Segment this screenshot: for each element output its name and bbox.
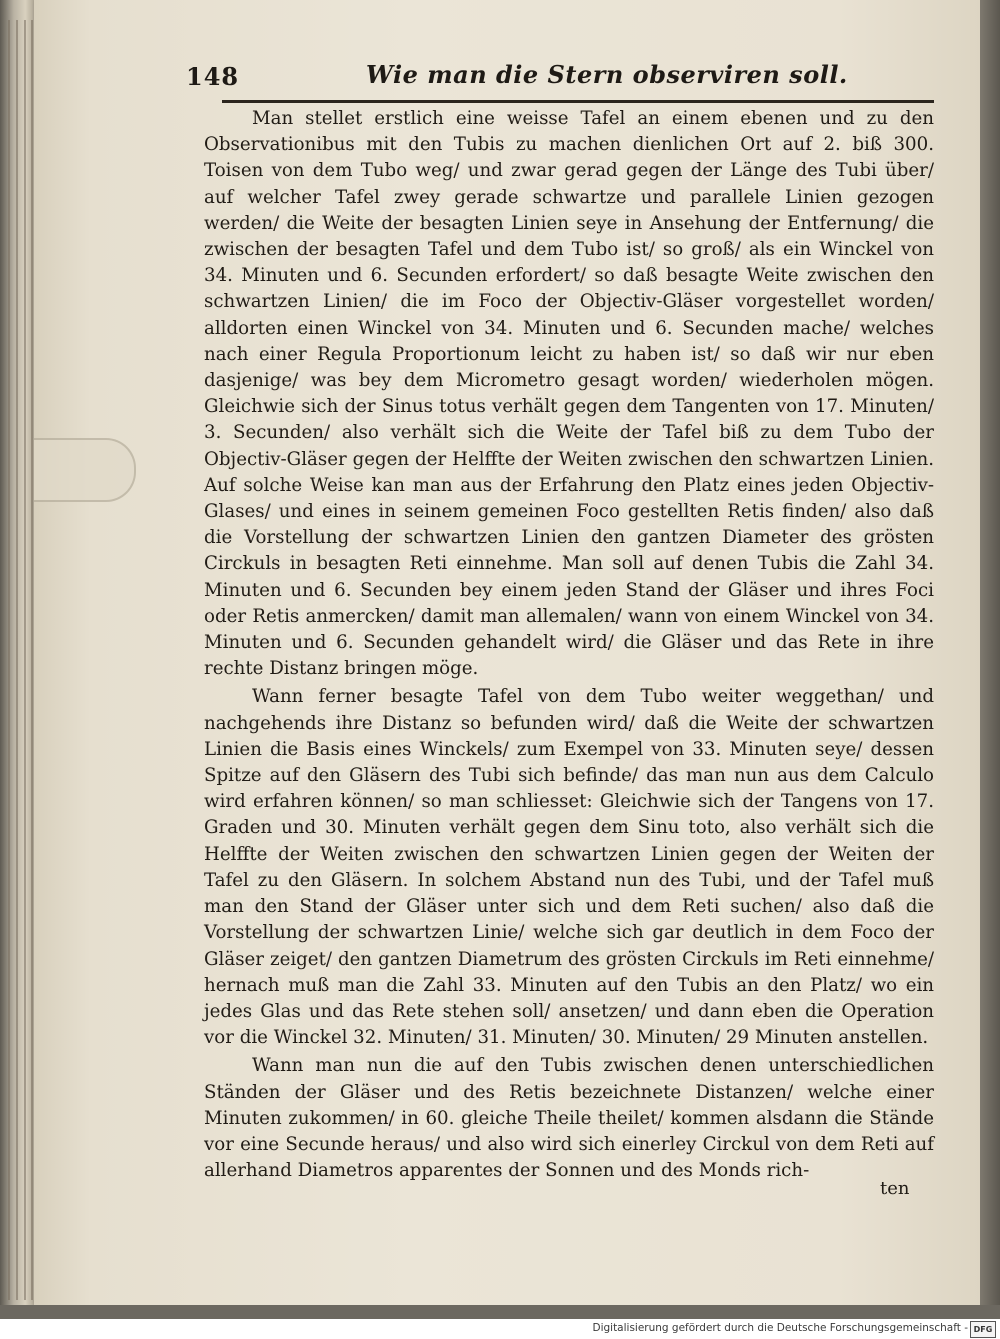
dfg-logo-icon: DFG bbox=[970, 1321, 996, 1338]
leaf-edge bbox=[31, 20, 33, 1300]
bottom-shadow-band bbox=[0, 1305, 1000, 1319]
leaf-edge bbox=[8, 20, 10, 1300]
leaf-edge bbox=[16, 20, 18, 1300]
page-body bbox=[204, 106, 934, 1184]
paragraph: Wann man nun die auf den Tubis zwischen denen unterschiedlichen Ständen der Gläser und des Retis bezeichnete Distanzen/ welche einer Minuten zukommen/ in 60. gleiche Theile theilet/ kommen alsdann die Stände vor eine Secunde heraus/ und also wird sich einerley Circkul von dem Reti auf allerhand Diametros apparentes der Sonnen und des Monds rich- bbox=[204, 1055, 934, 1182]
right-binding-edge bbox=[980, 0, 1000, 1305]
catchword: ten bbox=[880, 1178, 910, 1199]
paragraph: Man stellet erstlich eine weisse Tafel an einem ebenen und zu den Observationibus mit den Tubis zu machen dienlichen Ort auf 2. biß 300. Toisen von dem Tubo weg/ und zwar gerad gegen der Länge des Tubi über/ auf welcher Tafel zwey gerade schwartze und parallele Linien gezogen werden/ die Weite der besagten Linien seye in Ansehung der Entfernung/ die zwischen der besagten Tafel und dem Tubo ist/ so groß/ als ein Winckel von 34. Minuten und 6. Secunden erfordert/ so daß besagte Weite zwischen den schwartzen Linien/ die im Foco der Objectiv-Gläser vorgestellet worden/ alldorten einen Winckel von 34. Minuten und 6. Secunden mache/ welches nach einer Regula Proportionum leicht zu haben ist/ so daß wir nur eben dasjenige/ was bey dem Micrometro gesagt worden/ wiederholen mögen. Gleichwie sich der Sinus totus verhält gegen dem Tangenten von 17. Minuten/ 3. Secunden/ also verhält sich die Weite der Tafel biß zu dem Tubo der Objectiv-Gläser gegen der Helffte der Weiten zwischen den schwartzen Linien. Auf solche Weise kan man aus der Erfahrung den Platz eines jeden Objectiv-Glases/ und eines in seinem gemeinen Foco gestellten Retis finden/ also daß die Vorstellung der schwartzen Linien den gantzen Diameter des grösten Circkuls in besagten Reti einnehme. Man soll auf denen Tubis die Zahl 34. Minuten und 6. Secunden bey einem jeden Stand der Gläser und ihres Foci oder Retis anmercken/ damit man allemalen/ wann von einem Winckel von 34. Minuten und 6. Secunden gehandelt wird/ die Gläser und das Rete in ihre rechte Distanz bringen möge. bbox=[204, 108, 934, 680]
header-rule bbox=[222, 100, 934, 103]
running-head: Wie man die Stern observiren soll. bbox=[366, 60, 848, 89]
page-number: 148 bbox=[186, 62, 240, 91]
paragraph: Wann ferner besagte Tafel von dem Tubo weiter weggethan/ und nachgehends ihre Distanz so befunden wird/ daß die Weite der schwartzen Linien die Basis eines Winckels/ zum Exempel von 33. Minuten seye/ dessen Spitze auf den Gläsern des Tubi sich befinde/ das man nun aus dem Calculo wird erfahren können/ so man schliesset: Gleichwie sich der Tangens von 17. Graden und 30. Minuten verhält gegen dem Sinu toto, also verhält sich die Helffte der Weiten zwischen den schwartzen Linien gegen der Weiten der Tafel zu den Gläsern. In solchem Abstand nun des Tubi, und der Tafel muß man den Stand der Gläser unter sich und dem Reti suchen/ also daß die Vorstellung der schwartzen Linie/ welche sich gar deutlich in dem Foco der Gläser zeiget/ den gantzen Diametrum des grösten Circkuls im Reti einnehme/ hernach muß man die Zahl 33. Minuten auf den Tubis an den Platz/ wo ein jedes Glas und das Rete stehen soll/ ansetzen/ und dann eben die Operation vor die Winckel 32. Minuten/ 31. Minuten/ 30. Minuten/ 29 Minuten anstellen. bbox=[204, 686, 934, 1049]
leaf-edge bbox=[24, 20, 26, 1300]
digitization-credit: Digitalisierung gefördert durch die Deutsche Forschungsgemeinschaft - bbox=[592, 1322, 968, 1334]
page-header bbox=[186, 58, 932, 98]
page-clip-tab bbox=[34, 438, 136, 502]
